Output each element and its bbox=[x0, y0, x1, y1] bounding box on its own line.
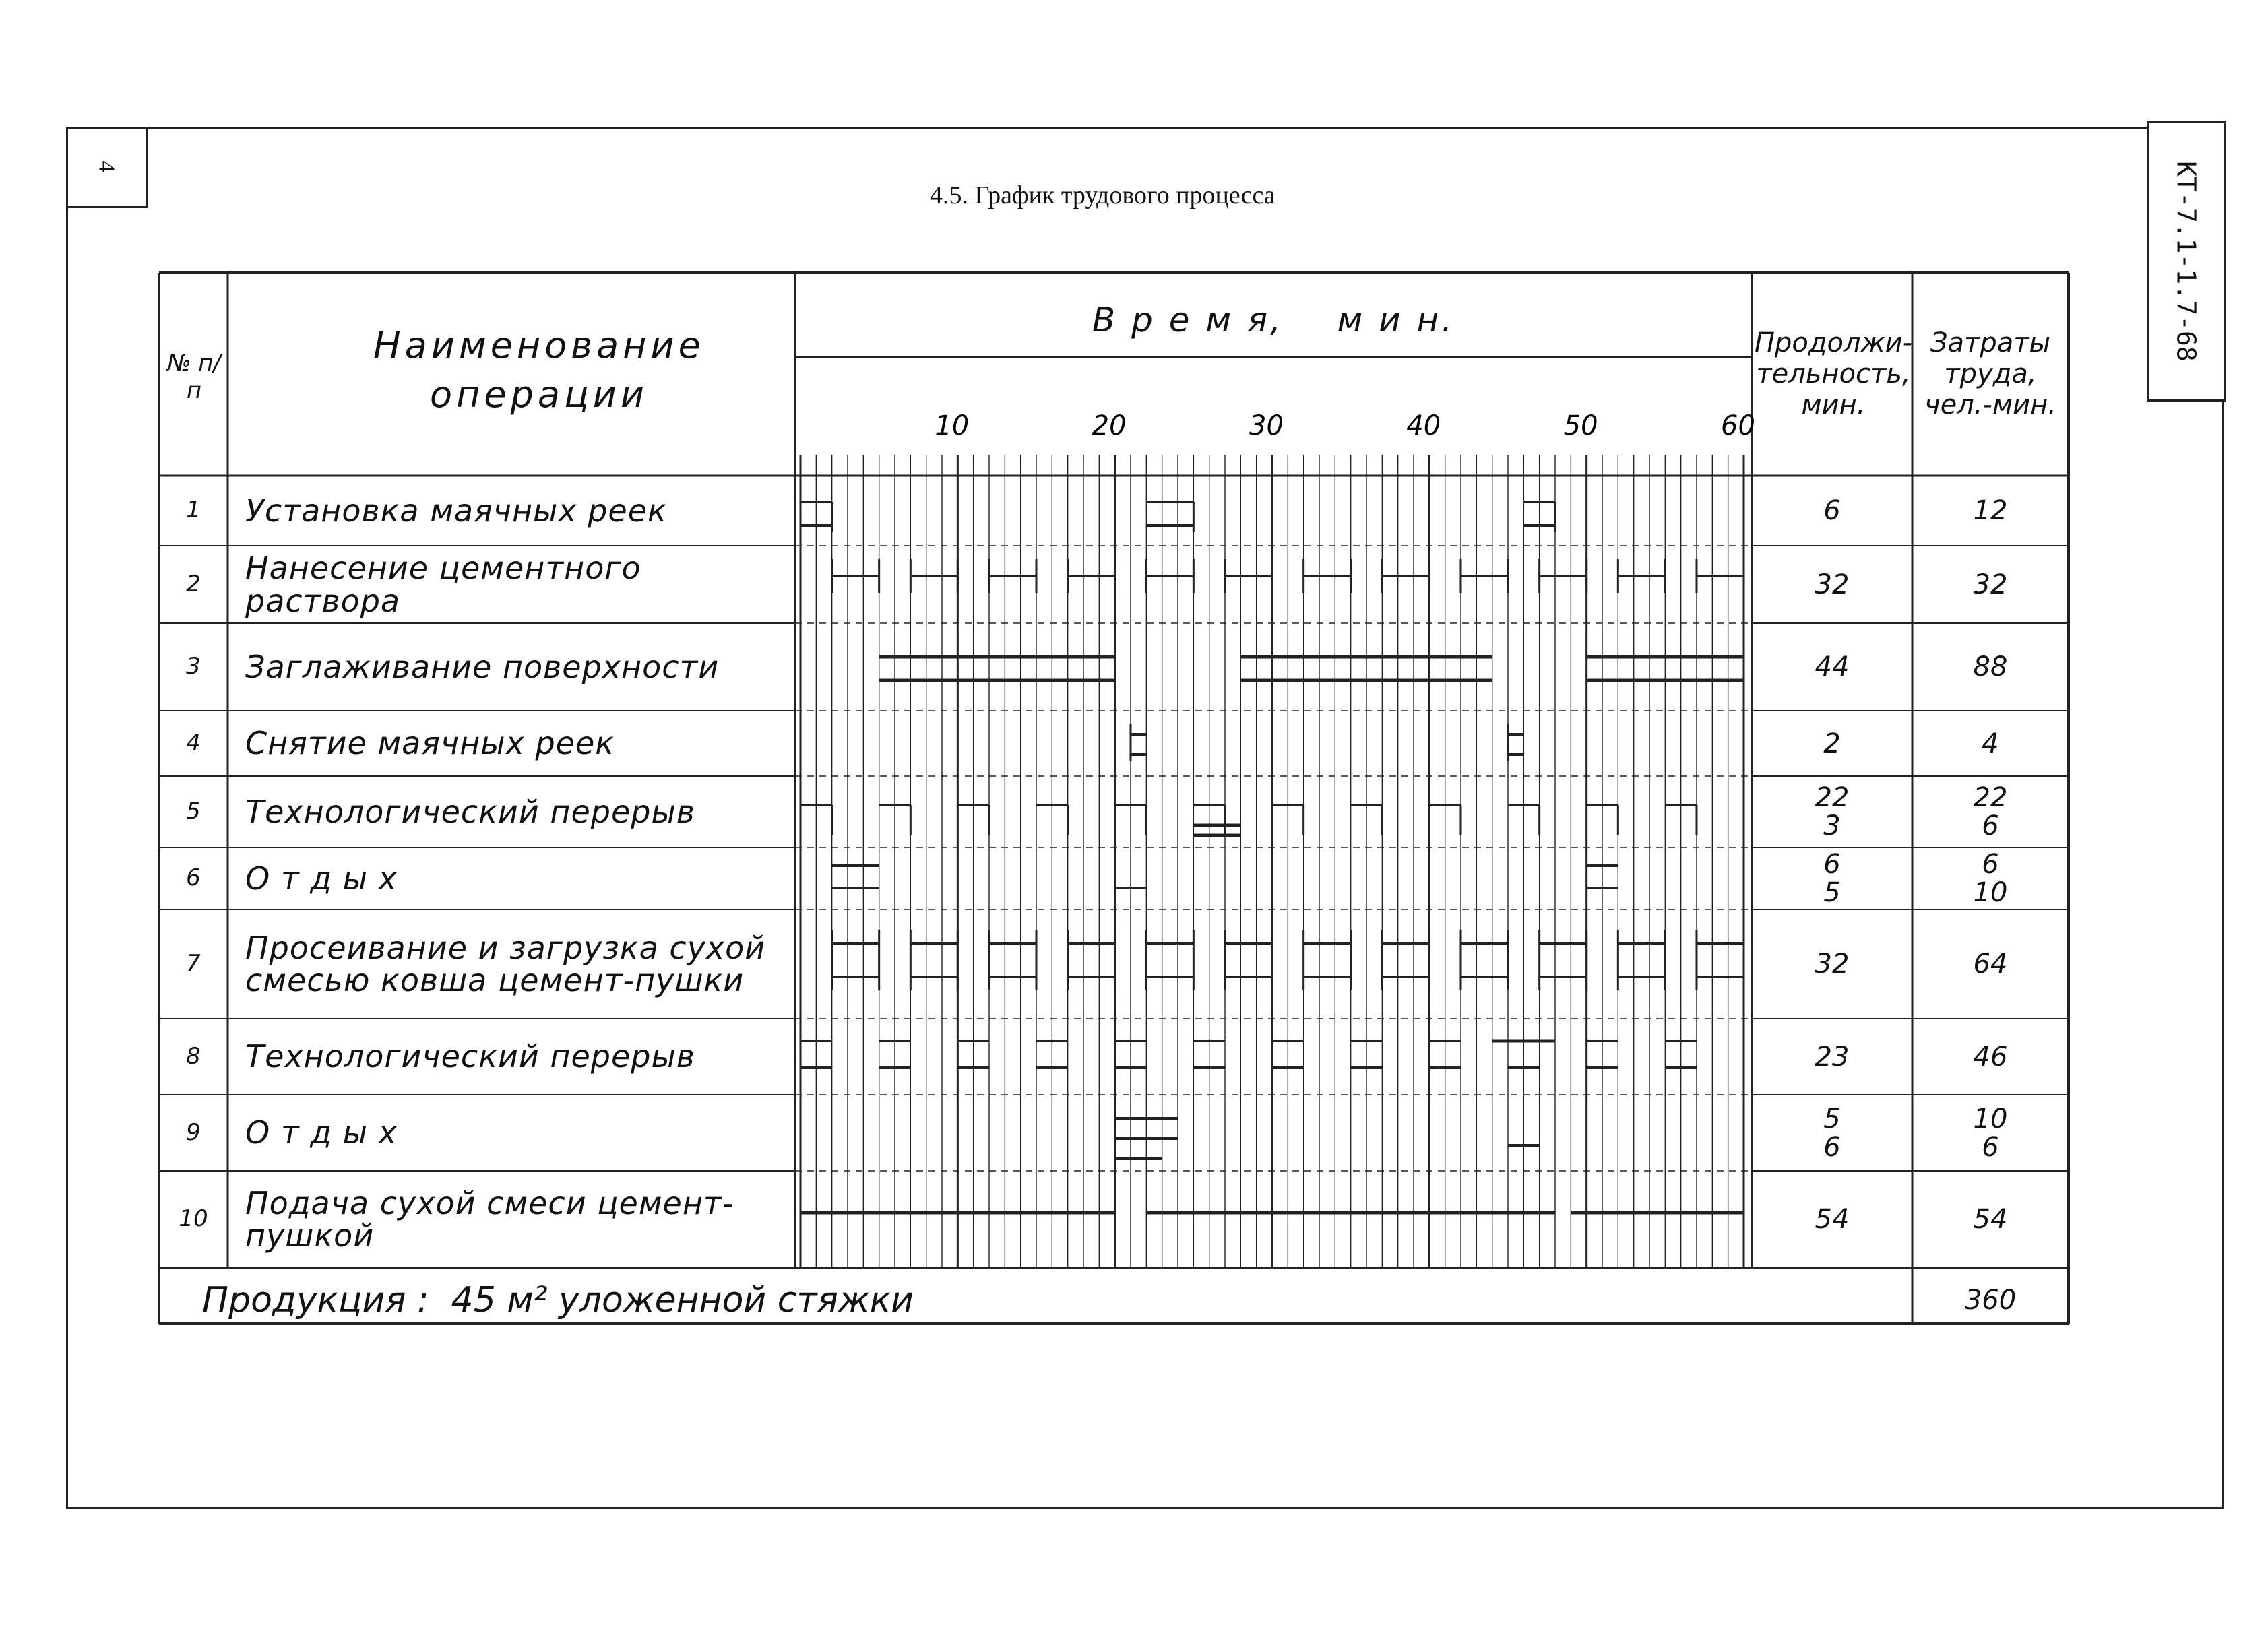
duration-value: 2 bbox=[1823, 728, 1841, 759]
row-number: 6 bbox=[186, 864, 201, 892]
operation-name: Заглаживание поверхности bbox=[245, 648, 720, 685]
operation-name: О т д ы х bbox=[245, 860, 398, 897]
labor-value: 12 bbox=[1973, 495, 2008, 526]
header-time: В р е м я, м и н. bbox=[1092, 300, 1455, 340]
operation-name: Нанесение цементного раствора bbox=[245, 550, 641, 619]
labor-value: 54 bbox=[1973, 1204, 2008, 1235]
time-tick-label: 30 bbox=[1249, 410, 1284, 441]
footer-total: 360 bbox=[1964, 1285, 2017, 1316]
row-number: 9 bbox=[186, 1118, 201, 1146]
row-number: 2 bbox=[186, 570, 201, 598]
operation-name: Просеивание и загрузка сухой смесью ковша цемент-пушки bbox=[245, 929, 766, 998]
doc-code: КТ-7.1-1.7-68 bbox=[2172, 161, 2202, 362]
time-tick-label: 40 bbox=[1406, 410, 1441, 441]
duration-value: 6 5 bbox=[1823, 849, 1841, 908]
row-number: 7 bbox=[186, 950, 201, 978]
labor-value: 64 bbox=[1973, 949, 2008, 980]
operation-name: Снятие маячных реек bbox=[245, 725, 615, 762]
header-duration: Продолжи- тельность, мин. bbox=[1754, 327, 1913, 420]
time-tick-label: 20 bbox=[1092, 410, 1127, 441]
operation-name: Подача сухой смеси цемент-пушкой bbox=[245, 1184, 734, 1254]
labor-value: 46 bbox=[1973, 1041, 2008, 1073]
time-tick-label: 10 bbox=[935, 410, 970, 441]
page-number: 4 bbox=[94, 160, 119, 172]
duration-value: 23 bbox=[1815, 1041, 1850, 1073]
row-number: 8 bbox=[186, 1042, 201, 1070]
operation-name: Технологический перерыв bbox=[245, 1038, 695, 1075]
row-number: 3 bbox=[186, 653, 201, 680]
row-number: 1 bbox=[186, 497, 201, 524]
labor-value: 32 bbox=[1973, 569, 2008, 600]
row-number: 10 bbox=[179, 1205, 208, 1233]
time-tick-label: 60 bbox=[1721, 410, 1755, 441]
operation-name: Установка маячных реек bbox=[245, 492, 667, 529]
row-number: 4 bbox=[186, 729, 201, 757]
duration-value: 32 bbox=[1815, 569, 1850, 600]
header-num: № п/п bbox=[167, 350, 221, 404]
duration-value: 5 6 bbox=[1823, 1103, 1841, 1163]
footer-production: Продукция : 45 м² уложенной стяжки bbox=[202, 1280, 914, 1320]
labor-value: 4 bbox=[1982, 728, 1999, 759]
page-title: 4.5. График трудового процесса bbox=[930, 181, 1275, 210]
operation-name: Технологический перерыв bbox=[245, 793, 695, 830]
duration-value: 54 bbox=[1815, 1204, 1850, 1235]
header-name: Наименование операции bbox=[373, 324, 705, 416]
time-tick-label: 50 bbox=[1563, 410, 1598, 441]
header-labor: Затраты труда, чел.-мин. bbox=[1924, 327, 2056, 420]
row-number: 5 bbox=[186, 798, 201, 825]
duration-value: 22 3 bbox=[1815, 782, 1850, 841]
duration-value: 44 bbox=[1815, 651, 1850, 682]
labor-value: 6 10 bbox=[1973, 849, 2008, 908]
operation-name: О т д ы х bbox=[245, 1114, 398, 1151]
duration-value: 32 bbox=[1815, 949, 1850, 980]
duration-value: 6 bbox=[1823, 495, 1841, 526]
labor-value: 22 6 bbox=[1973, 782, 2008, 841]
labor-value: 88 bbox=[1973, 651, 2008, 682]
labor-value: 10 6 bbox=[1973, 1103, 2008, 1163]
